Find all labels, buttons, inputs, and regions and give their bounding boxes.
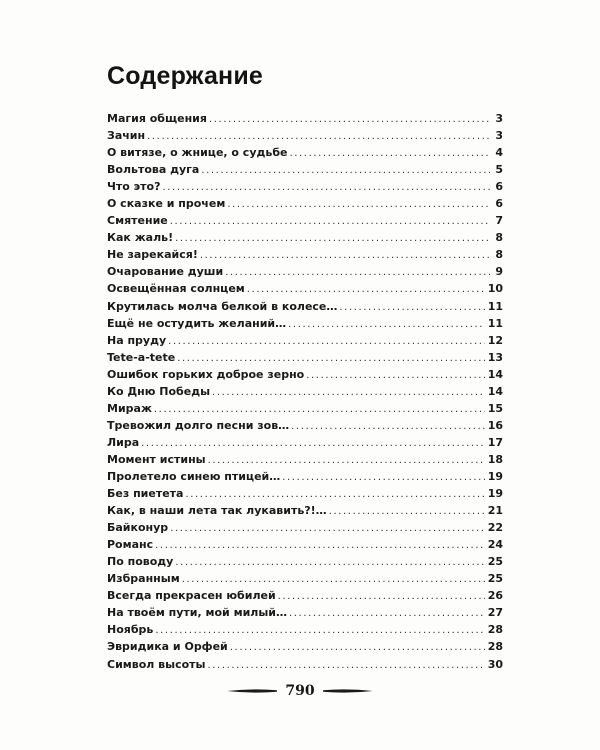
toc-entry-page-number: 18: [487, 452, 503, 466]
toc-entry-page-number: 8: [495, 248, 503, 262]
toc-entry-page-number: 7: [495, 214, 503, 228]
right-flourish-ornament-icon: [323, 687, 373, 695]
toc-entry[interactable]: [107, 519, 503, 536]
toc-entry[interactable]: [107, 621, 503, 638]
toc-entry-title: Смятение: [107, 214, 168, 228]
toc-entry-page-number: 25: [487, 555, 503, 569]
toc-dot-leader: [208, 452, 485, 469]
toc-entry-page-number: 14: [487, 384, 503, 398]
toc-entry-title: Тревожил долго песни зов…: [107, 418, 290, 432]
toc-entry-page-number: 24: [487, 538, 503, 552]
toc-dot-leader: [155, 537, 485, 554]
toc-dot-leader: [291, 418, 485, 435]
toc-entry-title: Без пиетета: [107, 487, 184, 501]
toc-entry-page-number: 11: [487, 316, 503, 330]
toc-entry-page-number: 15: [487, 401, 503, 415]
toc-entry-page-number: 9: [495, 265, 503, 279]
toc-entry[interactable]: [107, 502, 503, 519]
toc-entry[interactable]: [107, 638, 503, 655]
toc-dot-leader: [282, 469, 484, 486]
toc-entry-page-number: 12: [487, 333, 503, 347]
toc-dot-leader: [170, 213, 490, 230]
toc-dot-leader: [207, 657, 484, 674]
table-of-contents: [107, 110, 503, 673]
toc-entry-page-number: 6: [495, 180, 503, 194]
toc-entry-page-number: 30: [487, 657, 503, 671]
toc-entry-title: Мираж: [107, 401, 152, 415]
toc-entry-title: Ошибок горьких доброе зерно: [107, 367, 305, 381]
toc-entry-title: На пруду: [107, 333, 167, 347]
toc-entry-title: Крутилась молча белкой в колесе…: [107, 299, 338, 313]
toc-dot-leader: [247, 281, 485, 298]
toc-dot-leader: [212, 384, 485, 401]
toc-dot-leader: [278, 588, 485, 605]
toc-entry-title: Что это?: [107, 180, 161, 194]
toc-entry-title: О витязе, о жнице, о судьбе: [107, 146, 288, 160]
toc-entry[interactable]: [107, 383, 503, 400]
toc-entry[interactable]: [107, 298, 503, 315]
toc-dot-leader: [201, 162, 490, 179]
toc-dot-leader: [175, 230, 490, 247]
toc-entry[interactable]: [107, 127, 503, 144]
toc-entry[interactable]: [107, 604, 503, 621]
toc-entry[interactable]: [107, 553, 503, 570]
toc-entry[interactable]: [107, 570, 503, 587]
toc-entry-title: Байконур: [107, 521, 169, 535]
toc-entry-page-number: 19: [487, 487, 503, 501]
toc-entry-title: Символ высоты: [107, 657, 206, 671]
toc-entry-title: Очарование души: [107, 265, 224, 279]
toc-entry[interactable]: [107, 315, 503, 332]
toc-dot-leader: [225, 264, 490, 281]
toc-entry-page-number: 13: [487, 350, 503, 364]
toc-entry[interactable]: [107, 144, 503, 161]
toc-entry-title: О сказке и прочем: [107, 197, 226, 211]
toc-entry[interactable]: [107, 263, 503, 280]
toc-dot-leader: [209, 111, 490, 128]
toc-entry-title: Эвридика и Орфей: [107, 640, 228, 654]
toc-entry-page-number: 17: [487, 435, 503, 449]
toc-dot-leader: [141, 435, 485, 452]
toc-entry[interactable]: [107, 110, 503, 127]
toc-entry[interactable]: [107, 400, 503, 417]
toc-entry-page-number: 3: [495, 112, 503, 125]
toc-entry-title: Освещённая солнцем: [107, 282, 245, 296]
toc-entry[interactable]: [107, 468, 503, 485]
toc-entry[interactable]: [107, 246, 503, 263]
toc-entry-page-number: 8: [495, 231, 503, 245]
toc-dot-leader: [230, 639, 485, 656]
toc-dot-leader: [155, 622, 484, 639]
toc-dot-leader: [177, 350, 484, 367]
toc-dot-leader: [175, 554, 484, 571]
toc-entry[interactable]: [107, 451, 503, 468]
toc-entry-title: Ноябрь: [107, 623, 154, 637]
left-flourish-ornament-icon: [227, 687, 277, 695]
toc-entry-page-number: 5: [495, 163, 503, 177]
toc-entry-page-number: 14: [487, 367, 503, 381]
toc-entry-page-number: 27: [487, 606, 503, 620]
toc-dot-leader: [288, 316, 485, 333]
toc-dot-leader: [339, 299, 484, 316]
toc-entry[interactable]: [107, 178, 503, 195]
toc-entry-page-number: 16: [487, 418, 503, 432]
toc-entry[interactable]: [107, 536, 503, 553]
toc-entry-page-number: 4: [495, 146, 503, 160]
toc-dot-leader: [185, 486, 484, 503]
toc-entry-page-number: 25: [487, 572, 503, 586]
toc-entry-page-number: 10: [487, 282, 503, 296]
toc-dot-leader: [170, 520, 485, 537]
toc-entry-title: Как жаль!: [107, 231, 174, 245]
toc-entry-title: Всегда прекрасен юбилей: [107, 589, 276, 603]
toc-entry-title: Пролетело синею птицей…: [107, 469, 281, 483]
toc-entry[interactable]: [107, 417, 503, 434]
toc-dot-leader: [200, 247, 490, 264]
toc-dot-leader: [306, 367, 484, 384]
page-footer: [0, 681, 600, 701]
toc-entry-page-number: 22: [487, 521, 503, 535]
toc-dot-leader: [289, 605, 485, 622]
toc-entry-title: Магия общения: [107, 112, 207, 125]
toc-entry-title: Tete-a-tete: [107, 350, 176, 364]
toc-dot-leader: [154, 401, 485, 418]
toc-entry-title: Романс: [107, 538, 154, 552]
toc-entry-page-number: 26: [487, 589, 503, 603]
toc-entry[interactable]: [107, 332, 503, 349]
toc-entry-title: Избранным: [107, 572, 180, 586]
toc-entry[interactable]: [107, 195, 503, 212]
toc-entry-title: Момент истины: [107, 452, 206, 466]
toc-entry[interactable]: [107, 587, 503, 604]
toc-entry-title: Лира: [107, 435, 140, 449]
toc-entry[interactable]: [107, 229, 503, 246]
toc-entry-title: Не зарекайся!: [107, 248, 198, 262]
toc-entry-title: Как, в наши лета так лукавить?!…: [107, 504, 327, 518]
toc-entry[interactable]: [107, 366, 503, 383]
toc-entry-title: На твоём пути, мой милый…: [107, 606, 287, 620]
toc-dot-leader: [147, 128, 490, 145]
toc-entry-title: По поводу: [107, 555, 174, 569]
page-number: 790: [285, 683, 315, 699]
toc-entry-page-number: 21: [487, 504, 503, 518]
toc-entry[interactable]: [107, 212, 503, 229]
toc-dot-leader: [329, 503, 485, 520]
toc-dot-leader: [163, 179, 491, 196]
toc-entry-page-number: 28: [487, 640, 503, 654]
toc-entry-title: Ко Дню Победы: [107, 384, 211, 398]
toc-entry[interactable]: [107, 434, 503, 451]
toc-dot-leader: [168, 333, 485, 350]
toc-entry-page-number: 6: [495, 197, 503, 211]
toc-entry[interactable]: [107, 161, 503, 178]
toc-entry-page-number: 19: [487, 469, 503, 483]
toc-dot-leader: [182, 571, 485, 588]
toc-entry[interactable]: [107, 349, 503, 366]
toc-entry-page-number: 11: [487, 299, 503, 313]
toc-entry-page-number: 28: [487, 623, 503, 637]
toc-entry[interactable]: [107, 485, 503, 502]
toc-dot-leader: [227, 196, 490, 213]
toc-entry-title: Вольтова дуга: [107, 163, 200, 177]
toc-dot-leader: [289, 145, 490, 162]
toc-entry[interactable]: [107, 656, 503, 673]
toc-entry-title: Зачин: [107, 129, 146, 143]
toc-entry-title: Ещё не остудить желаний…: [107, 316, 287, 330]
toc-entry-page-number: 3: [495, 129, 503, 143]
contents-heading: Содержание: [107, 62, 264, 90]
toc-entry[interactable]: [107, 280, 503, 297]
